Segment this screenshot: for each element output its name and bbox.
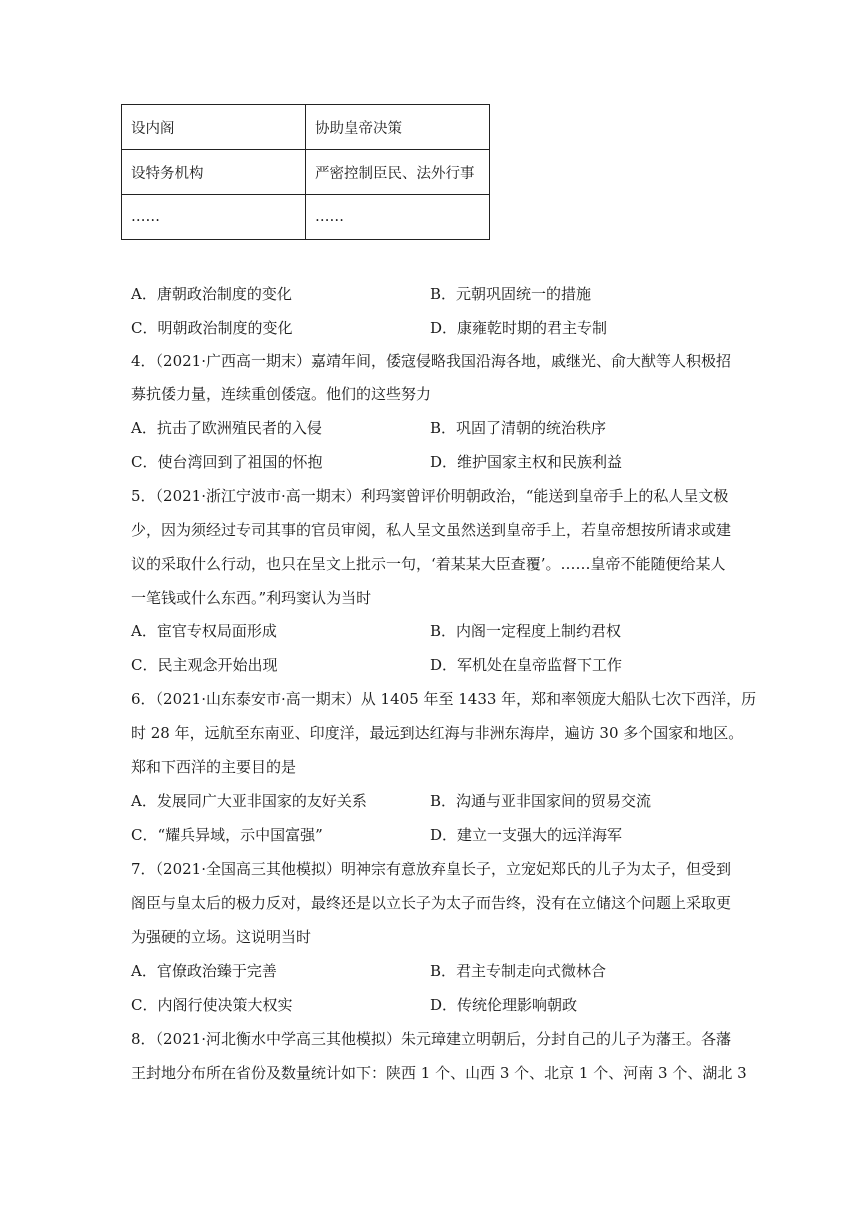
q7-option-b[interactable]: B．君主专制走向式微林合 [430, 962, 607, 980]
q3-option-d[interactable]: D．康雍乾时期的君主专制 [430, 319, 608, 337]
q5-stem-line: 一笔钱或什么东西。”利玛窦认为当时 [131, 589, 372, 607]
q7-option-c[interactable]: C．内阁行使决策大权实 [131, 996, 293, 1014]
q4-stem-line: 募抗倭力量，连续重创倭寇。他们的这些努力 [131, 385, 432, 403]
table-cell: …… [122, 195, 306, 240]
table-cell: 设内阁 [122, 105, 306, 150]
q6-option-a[interactable]: A．发展同广大亚非国家的友好关系 [131, 792, 367, 810]
info-table [121, 104, 490, 240]
q6-option-b[interactable]: B．沟通与亚非国家间的贸易交流 [430, 792, 652, 810]
q4-option-d[interactable]: D．维护国家主权和民族利益 [430, 453, 623, 471]
q7-stem-line: 阁臣与皇太后的极力反对，最终还是以立长子为太子而告终，没有在立储这个问题上采取更 [131, 894, 732, 912]
q6-option-c[interactable]: C．“耀兵异域，示中国富强” [131, 826, 323, 844]
q3-option-c[interactable]: C．明朝政治制度的变化 [131, 319, 293, 337]
table-cell: 设特务机构 [122, 150, 306, 195]
q7-option-d[interactable]: D．传统伦理影响朝政 [430, 996, 578, 1014]
q4-option-a[interactable]: A．抗击了欧洲殖民者的入侵 [131, 419, 322, 437]
q4-stem-line: 4．（2021·广西高一期末）嘉靖年间，倭寇侵略我国沿海各地，戚继光、俞大猷等人积极招 [131, 352, 731, 370]
q4-option-b[interactable]: B．巩固了清朝的统治秩序 [430, 419, 607, 437]
table-cell: …… [306, 195, 490, 240]
q5-option-c[interactable]: C．民主观念开始出现 [131, 656, 278, 674]
q6-stem-line: 6．（2021·山东泰安市·高一期末）从 1405 年至 1433 年，郑和率领庞大船队七次下西洋，历 [131, 690, 757, 708]
table-row [122, 150, 490, 195]
q7-stem-line: 7．（2021·全国高三其他模拟）明神宗有意放弃皇长子，立宠妃郑氏的儿子为太子，但受到 [131, 860, 731, 878]
q5-stem-line: 少，因为须经过专司其事的官员审阅，私人呈文虽然送到皇帝手上，若皇帝想按所请求或建 [131, 521, 732, 539]
q6-option-d[interactable]: D．建立一支强大的远洋海军 [430, 826, 623, 844]
q3-option-b[interactable]: B．元朝巩固统一的措施 [430, 285, 592, 303]
q7-option-a[interactable]: A．官僚政治臻于完善 [131, 962, 277, 980]
q5-option-d[interactable]: D．军机处在皇帝监督下工作 [430, 656, 623, 674]
q6-stem-line: 时 28 年，远航至东南亚、印度洋，最远到达红海与非洲东海岸，遍访 30 多个国家和地区。 [131, 724, 744, 742]
q5-stem-line: 议的采取什么行动，也只在呈文上批示一句，‘着某某大臣查覆’。……皇帝不能随便给某人 [131, 555, 726, 573]
table-row [122, 105, 490, 150]
q6-stem-line: 郑和下西洋的主要目的是 [131, 758, 297, 776]
q4-option-c[interactable]: C．使台湾回到了祖国的怀抱 [131, 453, 323, 471]
q5-option-a[interactable]: A．宦官专权局面形成 [131, 622, 277, 640]
table-cell: 协助皇帝决策 [306, 105, 490, 150]
table-row [122, 195, 490, 240]
q7-stem-line: 为强硬的立场。这说明当时 [131, 928, 312, 946]
table-cell: 严密控制臣民、法外行事 [306, 150, 490, 195]
q8-stem-line: 8．（2021·河北衡水中学高三其他模拟）朱元璋建立明朝后，分封自己的儿子为藩王。各藩 [131, 1030, 731, 1048]
q8-stem-line: 王封地分布所在省份及数量统计如下：陕西 1 个、山西 3 个、北京 1 个、河南 3 个、湖北 3 [131, 1064, 747, 1082]
q5-stem-line: 5．（2021·浙江宁波市·高一期末）利玛窦曾评价明朝政治，“能送到皇帝手上的私人呈文极 [131, 487, 729, 505]
q3-option-a[interactable]: A．唐朝政治制度的变化 [131, 285, 292, 303]
q5-option-b[interactable]: B．内阁一定程度上制约君权 [430, 622, 622, 640]
